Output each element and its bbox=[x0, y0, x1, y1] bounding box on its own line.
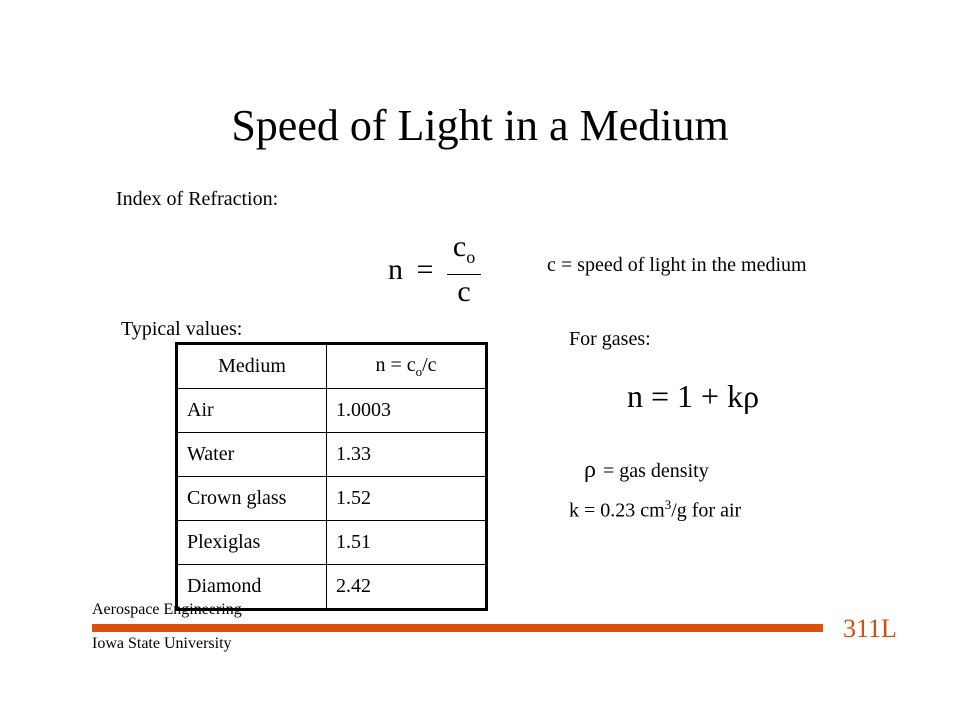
cell-medium: Plexiglas bbox=[177, 521, 327, 565]
index-of-refraction-label: Index of Refraction: bbox=[116, 188, 279, 210]
header-index: $n = c_o/c$ bbox=[327, 344, 487, 389]
cell-medium: Air bbox=[177, 389, 327, 433]
formula-lhs: n bbox=[388, 252, 403, 286]
typical-values-label: Typical values: bbox=[121, 318, 243, 340]
c-definition: c = speed of light in the medium bbox=[547, 254, 807, 276]
header-medium: Medium bbox=[177, 344, 327, 389]
cell-medium: Water bbox=[177, 433, 327, 477]
table-row bbox=[177, 477, 487, 521]
table-row bbox=[177, 389, 487, 433]
rho-definition: ρ = gas density bbox=[584, 457, 709, 483]
table-row bbox=[177, 433, 487, 477]
course-number: 311L bbox=[843, 614, 897, 643]
fraction-numerator: $c_o$ bbox=[452, 230, 476, 267]
values-table-wrap bbox=[175, 342, 488, 611]
formula-equals: = bbox=[416, 252, 434, 286]
footer-rule bbox=[92, 624, 823, 632]
gas-formula: n = 1 + kρ bbox=[627, 378, 760, 414]
table-row bbox=[177, 521, 487, 565]
cell-index: 1.0003 bbox=[327, 389, 487, 433]
cell-medium: Crown glass bbox=[177, 477, 327, 521]
cell-index: 1.33 bbox=[327, 433, 487, 477]
cell-index: 1.52 bbox=[327, 477, 487, 521]
slide-title: Speed of Light in a Medium bbox=[231, 101, 729, 150]
cell-medium: Diamond bbox=[177, 565, 327, 610]
refraction-formula bbox=[388, 230, 481, 309]
footer-department: Aerospace Engineering bbox=[92, 601, 242, 618]
rho-symbol: ρ bbox=[584, 457, 596, 483]
fraction-denominator: c bbox=[457, 275, 471, 308]
table-header-row bbox=[177, 344, 487, 389]
values-table bbox=[175, 342, 488, 611]
for-gases-label: For gases: bbox=[569, 328, 651, 350]
cell-index: 2.42 bbox=[327, 565, 487, 610]
cell-index: 1.51 bbox=[327, 521, 487, 565]
footer-university: Iowa State University bbox=[92, 635, 232, 652]
formula-fraction bbox=[447, 230, 481, 309]
k-definition: k = 0.23 $cm^3/g$ for air bbox=[569, 497, 742, 522]
